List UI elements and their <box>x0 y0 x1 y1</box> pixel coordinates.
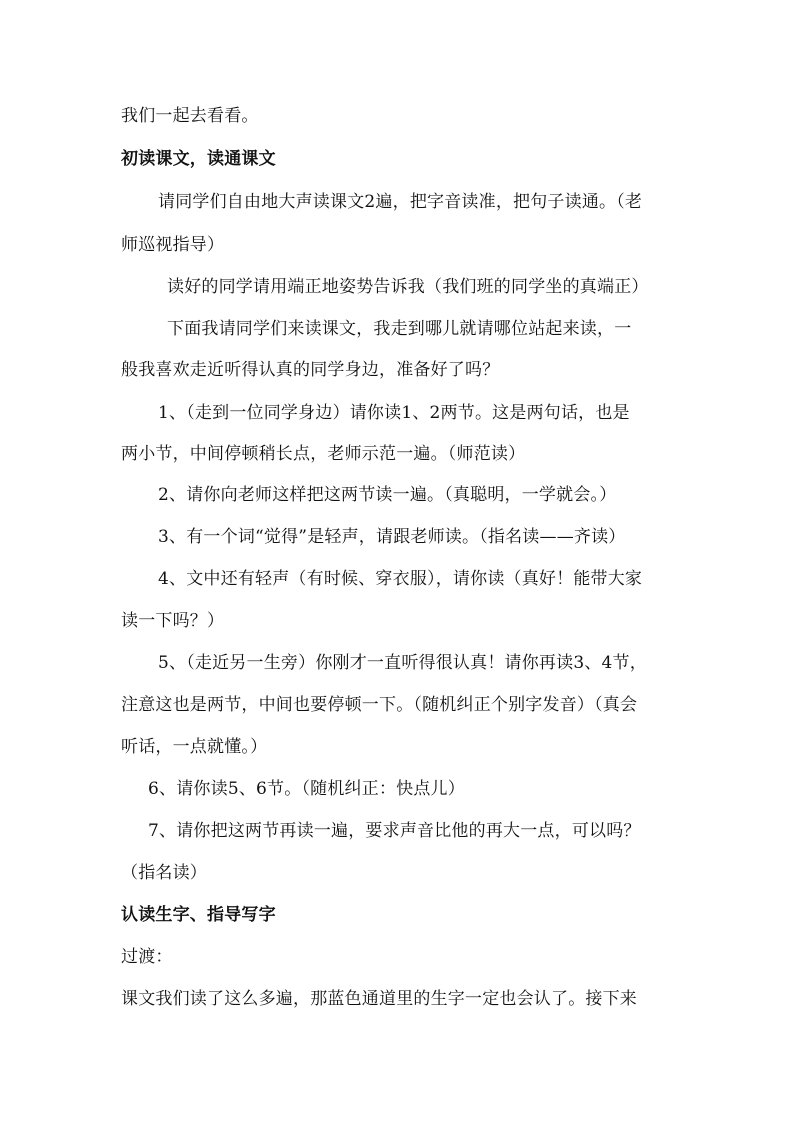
text-line: 读一下吗？） <box>121 611 225 631</box>
text-line: （指名读） <box>121 863 207 883</box>
text-line: 课文我们读了这么多遍，那蓝色通道里的生字一定也会认了。接下来 <box>121 989 637 1009</box>
text-line: 请同学们自由地大声读课文2遍，把字音读准，把句子读通。（老 <box>158 192 643 212</box>
text-line: 般我喜欢走近听得认真的同学身边，准备好了吗？ <box>121 360 500 380</box>
text-line: 过渡： <box>121 947 173 967</box>
text-line: 6、请你读5、6节。（随机纠正：快点儿） <box>148 779 465 799</box>
section-heading: 认读生字、指导写字 <box>121 905 276 925</box>
text-line: 读好的同学请用端正地姿势告诉我（我们班的同学坐的真端正） <box>167 277 649 297</box>
text-line: 师巡视指导） <box>121 235 225 255</box>
text-line: 2、请你向老师这样把这两节读一遍。（真聪明，一学就会。） <box>158 485 617 505</box>
text-line: 听话，一点就懂。） <box>121 737 268 757</box>
text-line: 两小节，中间停顿稍长点，老师示范一遍。（师范读） <box>121 444 526 464</box>
text-line: 1、（走到一位同学身边）请你读1、2两节。这是两句话，也是 <box>158 403 630 423</box>
text-line: 3、有一个词“觉得”是轻声，请跟老师读。（指名读——齐读） <box>158 527 626 547</box>
section-heading: 初读课文，读通课文 <box>121 149 276 169</box>
text-line: 5、（走近另一生旁）你刚才一直听得很认真！请你再读3、4节， <box>158 653 647 673</box>
text-line: 7、请你把这两节再读一遍，要求声音比他的再大一点，可以吗？ <box>148 821 641 841</box>
text-line: 4、文中还有轻声（有时候、穿衣服），请你读（真好！能带大家 <box>158 569 643 589</box>
text-line: 我们一起去看看。 <box>121 106 259 126</box>
text-line: 下面我请同学们来读课文，我走到哪儿就请哪位站起来读，一 <box>167 319 632 339</box>
text-line: 注意这也是两节，中间也要停顿一下。（随机纠正个别字发音）（真会 <box>121 695 638 715</box>
